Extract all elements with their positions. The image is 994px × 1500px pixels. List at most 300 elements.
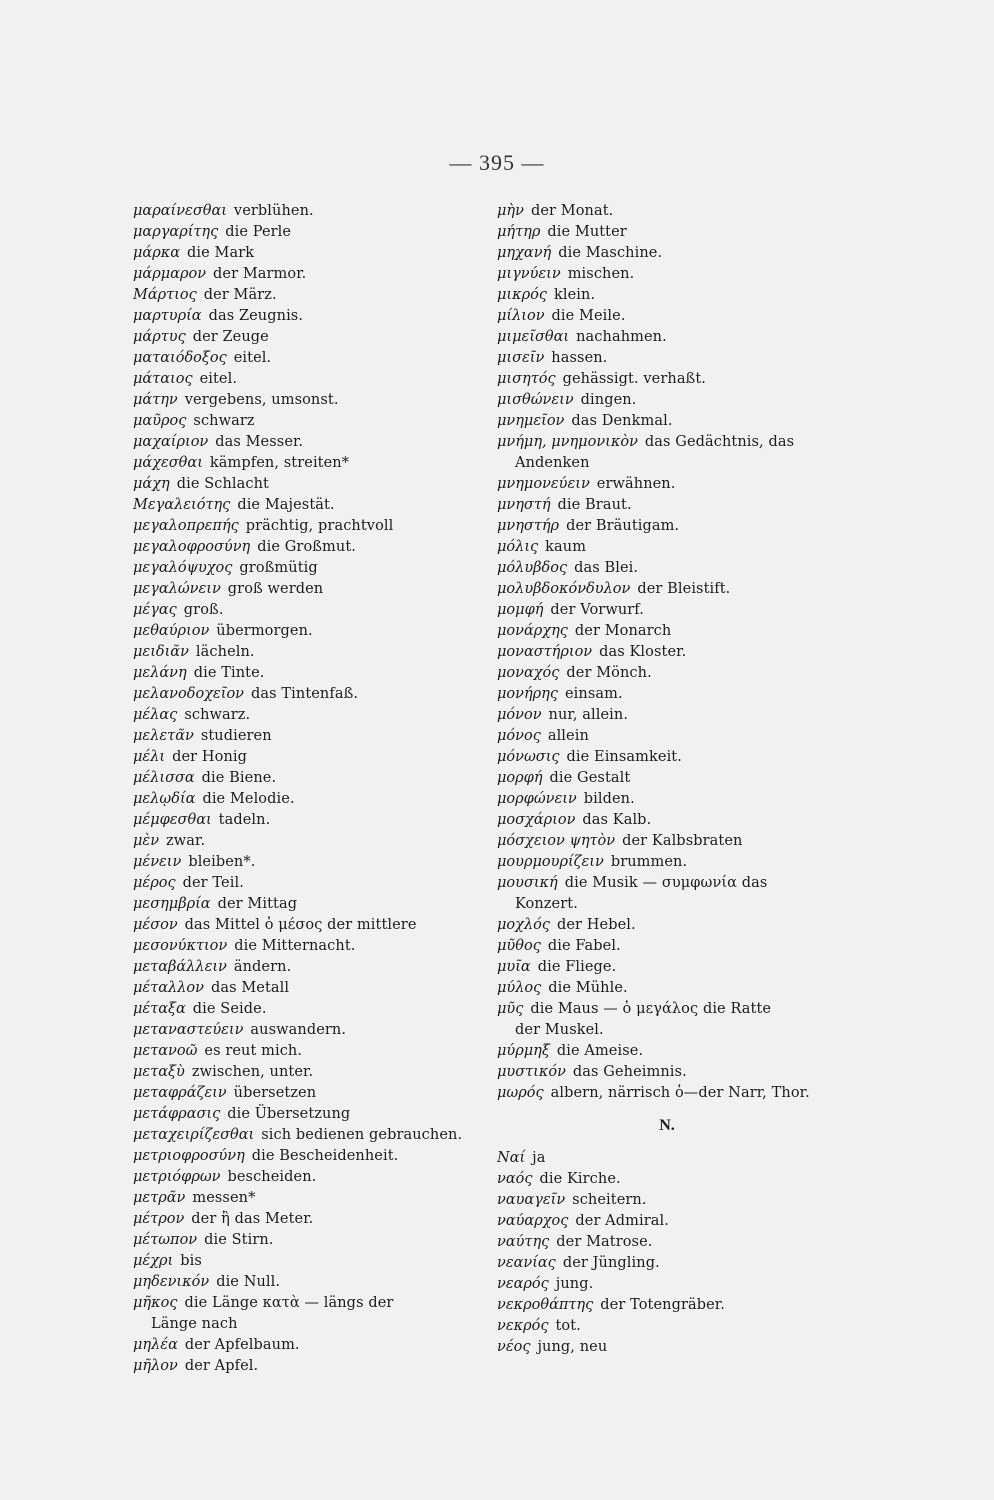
- dictionary-entry: [133, 369, 503, 390]
- entry-translation: erwähnen.: [596, 476, 676, 492]
- entry-headword: μόσχειον ψητὸν: [497, 833, 616, 849]
- entry-headword: μεγαλοφροσύνη: [133, 539, 251, 555]
- entry-translation: das Kloster.: [599, 644, 687, 660]
- dictionary-entry: [133, 705, 503, 726]
- entry-headword: μετριοφροσύνη: [133, 1148, 245, 1164]
- entry-translation: gehässigt. verhaßt.: [562, 371, 706, 387]
- entry-translation: die Mutter: [547, 224, 627, 240]
- entry-headword: μοναστήριον: [497, 644, 593, 660]
- entry-headword: μεταναστεύειν: [133, 1022, 244, 1038]
- entry-headword: μέτρον: [133, 1211, 185, 1227]
- dictionary-entry: [497, 495, 837, 516]
- entry-translation: Länge nach: [151, 1316, 238, 1332]
- entry-headword: μοχλός: [497, 917, 550, 933]
- dictionary-entry: [497, 516, 837, 537]
- dictionary-entry: [497, 1253, 837, 1274]
- entry-headword: μέλι: [133, 749, 166, 765]
- dictionary-entry: [497, 936, 837, 957]
- entry-headword: μέτωπον: [133, 1232, 198, 1248]
- dictionary-entry: [133, 411, 503, 432]
- entry-translation: die Großmut.: [257, 539, 356, 555]
- entry-headword: μελῳδία: [133, 791, 196, 807]
- entry-translation: der Zeuge: [192, 329, 269, 345]
- dictionary-entry: [497, 285, 837, 306]
- dictionary-entry: [497, 1295, 837, 1316]
- entry-translation: die Maschine.: [558, 245, 663, 261]
- entry-translation: die Majestät.: [237, 497, 335, 513]
- entry-translation: zwar.: [166, 833, 206, 849]
- dictionary-entry: [497, 369, 837, 390]
- dictionary-entry: [497, 873, 837, 894]
- dictionary-entry: [133, 201, 503, 222]
- entry-headword: μέταλλον: [133, 980, 204, 996]
- entry-translation: die Gestalt: [549, 770, 631, 786]
- entry-translation: der Matrose.: [556, 1234, 653, 1250]
- entry-translation: bilden.: [583, 791, 635, 807]
- entry-translation: auswandern.: [250, 1022, 347, 1038]
- entry-headword: μύλος: [497, 980, 542, 996]
- dictionary-entry: [497, 726, 837, 747]
- entry-translation: das Tintenfaß.: [251, 686, 359, 702]
- entry-headword: μαρτυρία: [133, 308, 202, 324]
- dictionary-entry: [497, 390, 837, 411]
- entry-headword: μέλας: [133, 707, 178, 723]
- entry-translation: kaum: [545, 539, 587, 555]
- dictionary-entry: [497, 474, 837, 495]
- entry-translation: die Schlacht: [176, 476, 269, 492]
- entry-translation: der Muskel.: [515, 1022, 604, 1038]
- dictionary-entry: [497, 222, 837, 243]
- dictionary-entry: [133, 537, 503, 558]
- dictionary-entry: [133, 684, 503, 705]
- dictionary-entry-continuation: [497, 453, 837, 474]
- entry-headword: μνήμη, μνημονικὸν: [497, 434, 638, 450]
- dictionary-entry-continuation: [497, 1020, 837, 1041]
- entry-translation: die Stirn.: [204, 1232, 274, 1248]
- dictionary-entry: [133, 222, 503, 243]
- dictionary-entry: [497, 1148, 837, 1169]
- entry-translation: der Marmor.: [213, 266, 307, 282]
- dictionary-entry: [133, 243, 503, 264]
- entry-headword: μειδιᾶν: [133, 644, 189, 660]
- entry-translation: übermorgen.: [216, 623, 313, 639]
- dictionary-entry: [133, 663, 503, 684]
- dictionary-entry: [133, 1251, 503, 1272]
- entry-headword: μομφή: [497, 602, 544, 618]
- dictionary-entry: [133, 432, 503, 453]
- dictionary-entry: [497, 852, 837, 873]
- dictionary-entry: [133, 285, 503, 306]
- entry-translation: der ἢ das Meter.: [191, 1211, 314, 1227]
- dictionary-entry: [497, 957, 837, 978]
- entry-translation: eitel.: [199, 371, 238, 387]
- entry-translation: die Null.: [216, 1274, 281, 1290]
- dictionary-entry: [497, 810, 837, 831]
- entry-headword: μένειν: [133, 854, 182, 870]
- entry-translation: vergebens, umsonst.: [184, 392, 339, 408]
- dictionary-entry: [497, 1062, 837, 1083]
- dictionary-entry: [133, 1020, 503, 1041]
- entry-translation: die Fabel.: [547, 938, 621, 954]
- entry-headword: μικρός: [497, 287, 547, 303]
- entry-headword: μηδενικόν: [133, 1274, 210, 1290]
- entry-translation: lächeln.: [195, 644, 255, 660]
- entry-headword: μὲν: [133, 833, 160, 849]
- dictionary-entry: [133, 390, 503, 411]
- entry-headword: μὴν: [497, 203, 524, 219]
- entry-translation: jung.: [555, 1276, 594, 1292]
- dictionary-entry: [133, 1272, 503, 1293]
- entry-headword: μάχη: [133, 476, 170, 492]
- dictionary-entry: [133, 516, 503, 537]
- entry-headword: Μάρτιος: [133, 287, 197, 303]
- entry-translation: das Blei.: [574, 560, 639, 576]
- entry-translation: die Länge κατὰ — längs der: [184, 1295, 394, 1311]
- entry-translation: der Mittag: [217, 896, 298, 912]
- entry-headword: μέσον: [133, 917, 178, 933]
- entry-translation: die Bescheidenheit.: [251, 1148, 399, 1164]
- dictionary-entry: [133, 831, 503, 852]
- dictionary-entry: [133, 999, 503, 1020]
- dictionary-entry: [497, 768, 837, 789]
- dictionary-entry: [497, 1211, 837, 1232]
- entry-headword: μνημονεύειν: [497, 476, 590, 492]
- entry-headword: μέλισσα: [133, 770, 195, 786]
- entry-translation: die Perle: [225, 224, 292, 240]
- entry-headword: νεανίας: [497, 1255, 556, 1271]
- entry-translation: studieren: [200, 728, 272, 744]
- entry-translation: ja: [532, 1150, 546, 1166]
- entry-translation: schwarz.: [184, 707, 251, 723]
- entry-translation: der Kalbsbraten: [622, 833, 743, 849]
- dictionary-entry: [133, 495, 503, 516]
- entry-translation: das Zeugnis.: [208, 308, 304, 324]
- entry-translation: der März.: [203, 287, 277, 303]
- entry-headword: μεγαλώνειν: [133, 581, 221, 597]
- entry-translation: klein.: [554, 287, 596, 303]
- entry-headword: μολυβδοκόνδυλον: [497, 581, 631, 597]
- dictionary-entry: [497, 558, 837, 579]
- entry-headword: μόνωσις: [497, 749, 560, 765]
- entry-translation: das Geheimnis.: [572, 1064, 687, 1080]
- entry-translation: das Metall: [210, 980, 290, 996]
- entry-headword: μεγαλοπρεπής: [133, 518, 239, 534]
- entry-translation: eitel.: [233, 350, 272, 366]
- dictionary-entry: [133, 915, 503, 936]
- dictionary-entry: [497, 600, 837, 621]
- entry-translation: die Seide.: [192, 1001, 267, 1017]
- entry-translation: tot.: [555, 1318, 581, 1334]
- entry-headword: ναός: [497, 1171, 533, 1187]
- dictionary-entry: [497, 411, 837, 432]
- entry-translation: der Vorwurf.: [550, 602, 644, 618]
- entry-translation: der Bleistift.: [637, 581, 731, 597]
- entry-translation: Konzert.: [515, 896, 578, 912]
- entry-translation: nachahmen.: [576, 329, 667, 345]
- dictionary-entry: [133, 474, 503, 495]
- dictionary-entry: [497, 831, 837, 852]
- entry-translation: die Übersetzung: [227, 1106, 351, 1122]
- entry-translation: scheitern.: [572, 1192, 647, 1208]
- entry-headword: μετρᾶν: [133, 1190, 186, 1206]
- entry-translation: die Meile.: [551, 308, 626, 324]
- entry-headword: μόλις: [497, 539, 539, 555]
- entry-translation: das Messer.: [215, 434, 304, 450]
- dictionary-entry: [497, 432, 837, 453]
- entry-translation: das Mittel ὁ μέσος der mittlere: [184, 917, 417, 933]
- entry-translation: groß werden: [227, 581, 324, 597]
- entry-headword: μυστικόν: [497, 1064, 566, 1080]
- entry-translation: der Jüngling.: [562, 1255, 660, 1271]
- dictionary-entry: [497, 915, 837, 936]
- entry-translation: Andenken: [515, 455, 590, 471]
- section-heading: N.: [659, 1117, 675, 1134]
- dictionary-entry: [497, 201, 837, 222]
- dictionary-entry: [497, 1190, 837, 1211]
- dictionary-entry: [133, 936, 503, 957]
- entry-translation: der Apfel.: [184, 1358, 259, 1374]
- entry-headword: μονάρχης: [497, 623, 568, 639]
- entry-translation: der Teil.: [182, 875, 244, 891]
- entry-translation: die Mühle.: [548, 980, 628, 996]
- dictionary-entry: [133, 558, 503, 579]
- dictionary-entry: [133, 894, 503, 915]
- entry-translation: die Mitternacht.: [234, 938, 356, 954]
- entry-headword: μετριόφρων: [133, 1169, 221, 1185]
- entry-headword: μελανοδοχεῖον: [133, 686, 244, 702]
- entry-headword: μοναχός: [497, 665, 560, 681]
- entry-headword: νεκρός: [497, 1318, 549, 1334]
- dictionary-entry: [133, 348, 503, 369]
- entry-translation: das Kalb.: [582, 812, 652, 828]
- entry-headword: μιμεῖσθαι: [497, 329, 570, 345]
- entry-headword: μελετᾶν: [133, 728, 194, 744]
- entry-translation: die Maus — ὁ μεγάλος die Ratte: [530, 1001, 772, 1017]
- entry-headword: μόνον: [497, 707, 542, 723]
- entry-headword: ματαιόδοξος: [133, 350, 227, 366]
- entry-translation: der Honig: [172, 749, 248, 765]
- dictionary-entry: [133, 1335, 503, 1356]
- dictionary-entry: [133, 1188, 503, 1209]
- entry-headword: ναυαγεῖν: [497, 1192, 566, 1208]
- entry-translation: die Kirche.: [539, 1171, 621, 1187]
- dictionary-entry: [133, 579, 503, 600]
- entry-translation: die Biene.: [201, 770, 277, 786]
- entry-headword: μαραίνεσθαι: [133, 203, 227, 219]
- entry-translation: schwarz: [193, 413, 255, 429]
- entry-headword: μορφή: [497, 770, 543, 786]
- dictionary-entry: [133, 1083, 503, 1104]
- left-column: [133, 201, 503, 1377]
- entry-headword: νέος: [497, 1339, 531, 1355]
- entry-translation: jung, neu: [537, 1339, 608, 1355]
- entry-headword: μαργαρίτης: [133, 224, 219, 240]
- entry-headword: μέρος: [133, 875, 176, 891]
- entry-headword: μεσονύκτιον: [133, 938, 228, 954]
- dictionary-entry: [133, 978, 503, 999]
- entry-headword: μῆλον: [133, 1358, 178, 1374]
- entry-headword: μελάνη: [133, 665, 187, 681]
- entry-translation: der Monarch: [574, 623, 672, 639]
- entry-translation: der Apfelbaum.: [184, 1337, 300, 1353]
- entry-translation: kämpfen, streiten*: [209, 455, 350, 471]
- entry-headword: μνηστή: [497, 497, 551, 513]
- entry-translation: sich bedienen gebrauchen.: [261, 1127, 463, 1143]
- entry-headword: Μεγαλειότης: [133, 497, 231, 513]
- dictionary-entry: [133, 642, 503, 663]
- dictionary-entry: [497, 243, 837, 264]
- entry-translation: nur, allein.: [548, 707, 629, 723]
- page-number: — 395 —: [449, 150, 545, 175]
- dictionary-entry: [133, 1104, 503, 1125]
- entry-headword: μέγας: [133, 602, 177, 618]
- entry-headword: ναύτης: [497, 1234, 550, 1250]
- entry-headword: μετανοῶ: [133, 1043, 198, 1059]
- dictionary-entry: [133, 873, 503, 894]
- dictionary-entry: [133, 453, 503, 474]
- entry-headword: μνηστήρ: [497, 518, 560, 534]
- entry-translation: hassen.: [551, 350, 608, 366]
- dictionary-entry-continuation: [133, 1314, 503, 1335]
- entry-translation: allein: [547, 728, 589, 744]
- entry-translation: bis: [180, 1253, 202, 1269]
- entry-headword: μορφώνειν: [497, 791, 577, 807]
- entry-headword: μάρμαρον: [133, 266, 207, 282]
- entry-translation: die Mark: [187, 245, 255, 261]
- dictionary-entry: [497, 579, 837, 600]
- dictionary-entry: [497, 1083, 837, 1104]
- entry-translation: der Bräutigam.: [566, 518, 680, 534]
- entry-headword: μεταξὺ: [133, 1064, 185, 1080]
- entry-headword: μάρτυς: [133, 329, 186, 345]
- entry-translation: die Einsamkeit.: [566, 749, 682, 765]
- entry-translation: messen*: [192, 1190, 256, 1206]
- entry-translation: die Melodie.: [202, 791, 295, 807]
- entry-headword: μύρμηξ: [497, 1043, 550, 1059]
- dictionary-entry-continuation: [497, 894, 837, 915]
- entry-headword: μισητός: [497, 371, 556, 387]
- entry-translation: bleiben*.: [188, 854, 256, 870]
- entry-translation: die Tinte.: [193, 665, 265, 681]
- entry-headword: μωρός: [497, 1085, 544, 1101]
- entry-headword: μόνος: [497, 728, 541, 744]
- dictionary-entry: [133, 789, 503, 810]
- entry-headword: μεγαλόψυχος: [133, 560, 233, 576]
- entry-translation: der Totengräber.: [600, 1297, 725, 1313]
- entry-headword: νεκροθάπτης: [497, 1297, 594, 1313]
- dictionary-entry: [497, 978, 837, 999]
- dictionary-entry: [497, 1316, 837, 1337]
- entry-headword: μυῖα: [497, 959, 531, 975]
- entry-headword: μαῦρος: [133, 413, 187, 429]
- entry-translation: der Admiral.: [575, 1213, 669, 1229]
- dictionary-entry: [497, 642, 837, 663]
- entry-headword: μισεῖν: [497, 350, 545, 366]
- dictionary-entry: [497, 999, 837, 1020]
- dictionary-entry: [133, 747, 503, 768]
- entry-translation: ändern.: [233, 959, 292, 975]
- entry-headword: μεταφράζειν: [133, 1085, 227, 1101]
- entry-translation: mischen.: [567, 266, 635, 282]
- dictionary-entry: [133, 852, 503, 873]
- dictionary-entry: [497, 327, 837, 348]
- entry-translation: die Musik — συμφωνία das: [564, 875, 768, 891]
- dictionary-entry: [497, 1337, 837, 1358]
- dictionary-entry: [497, 1041, 837, 1062]
- entry-translation: der Monat.: [530, 203, 614, 219]
- dictionary-entry: [497, 1169, 837, 1190]
- entry-translation: das Gedächtnis, das: [644, 434, 795, 450]
- dictionary-entry: [133, 1293, 503, 1314]
- entry-headword: μεταχειρίζεσθαι: [133, 1127, 255, 1143]
- entry-translation: albern, närrisch ὁ—der Narr, Thor.: [550, 1085, 810, 1101]
- dictionary-entry: [133, 600, 503, 621]
- entry-headword: μέχρι: [133, 1253, 174, 1269]
- dictionary-entry: [133, 810, 503, 831]
- entry-headword: Ναί: [497, 1150, 526, 1166]
- entry-headword: μηλέα: [133, 1337, 178, 1353]
- dictionary-entry: [133, 1125, 503, 1146]
- dictionary-entry: [497, 684, 837, 705]
- entry-headword: μάχεσθαι: [133, 455, 203, 471]
- dictionary-entry: [133, 621, 503, 642]
- entry-translation: prächtig, prachtvoll: [245, 518, 394, 534]
- entry-headword: μεσημβρία: [133, 896, 211, 912]
- entry-headword: μήτηρ: [497, 224, 541, 240]
- entry-headword: μεθαύριον: [133, 623, 210, 639]
- dictionary-entry: [497, 306, 837, 327]
- dictionary-entry: [497, 789, 837, 810]
- entry-headword: νεαρός: [497, 1276, 549, 1292]
- entry-headword: μέταξα: [133, 1001, 186, 1017]
- entry-translation: tadeln.: [218, 812, 271, 828]
- entry-headword: μιγνύειν: [497, 266, 561, 282]
- entry-translation: das Denkmal.: [571, 413, 673, 429]
- dictionary-entry: [133, 1230, 503, 1251]
- entry-translation: die Fliege.: [537, 959, 617, 975]
- entry-headword: μέμφεσθαι: [133, 812, 212, 828]
- dictionary-entry: [497, 264, 837, 285]
- entry-translation: brummen.: [610, 854, 688, 870]
- dictionary-entry: [133, 1167, 503, 1188]
- dictionary-entry: [133, 306, 503, 327]
- dictionary-entry: [133, 957, 503, 978]
- entry-headword: μίλιον: [497, 308, 545, 324]
- entry-translation: es reut mich.: [204, 1043, 303, 1059]
- dictionary-entry: [133, 726, 503, 747]
- dictionary-entry: [497, 621, 837, 642]
- dictionary-entry: [133, 327, 503, 348]
- right-column: [497, 201, 837, 1358]
- entry-headword: μισθώνειν: [497, 392, 574, 408]
- entry-headword: μουρμουρίζειν: [497, 854, 604, 870]
- dictionary-entry: [133, 264, 503, 285]
- dictionary-entry: [133, 768, 503, 789]
- entry-headword: μάρκα: [133, 245, 181, 261]
- entry-translation: bescheiden.: [227, 1169, 317, 1185]
- entry-headword: μόλυβδος: [497, 560, 568, 576]
- entry-headword: μεταβάλλειν: [133, 959, 227, 975]
- entry-translation: großmütig: [239, 560, 318, 576]
- entry-translation: zwischen, unter.: [191, 1064, 314, 1080]
- entry-headword: μηχανή: [497, 245, 552, 261]
- entry-translation: die Braut.: [557, 497, 632, 513]
- entry-headword: μάτην: [133, 392, 178, 408]
- entry-headword: μονήρης: [497, 686, 558, 702]
- entry-headword: μετάφρασις: [133, 1106, 221, 1122]
- entry-headword: μῆκος: [133, 1295, 178, 1311]
- entry-headword: μνημεῖον: [497, 413, 565, 429]
